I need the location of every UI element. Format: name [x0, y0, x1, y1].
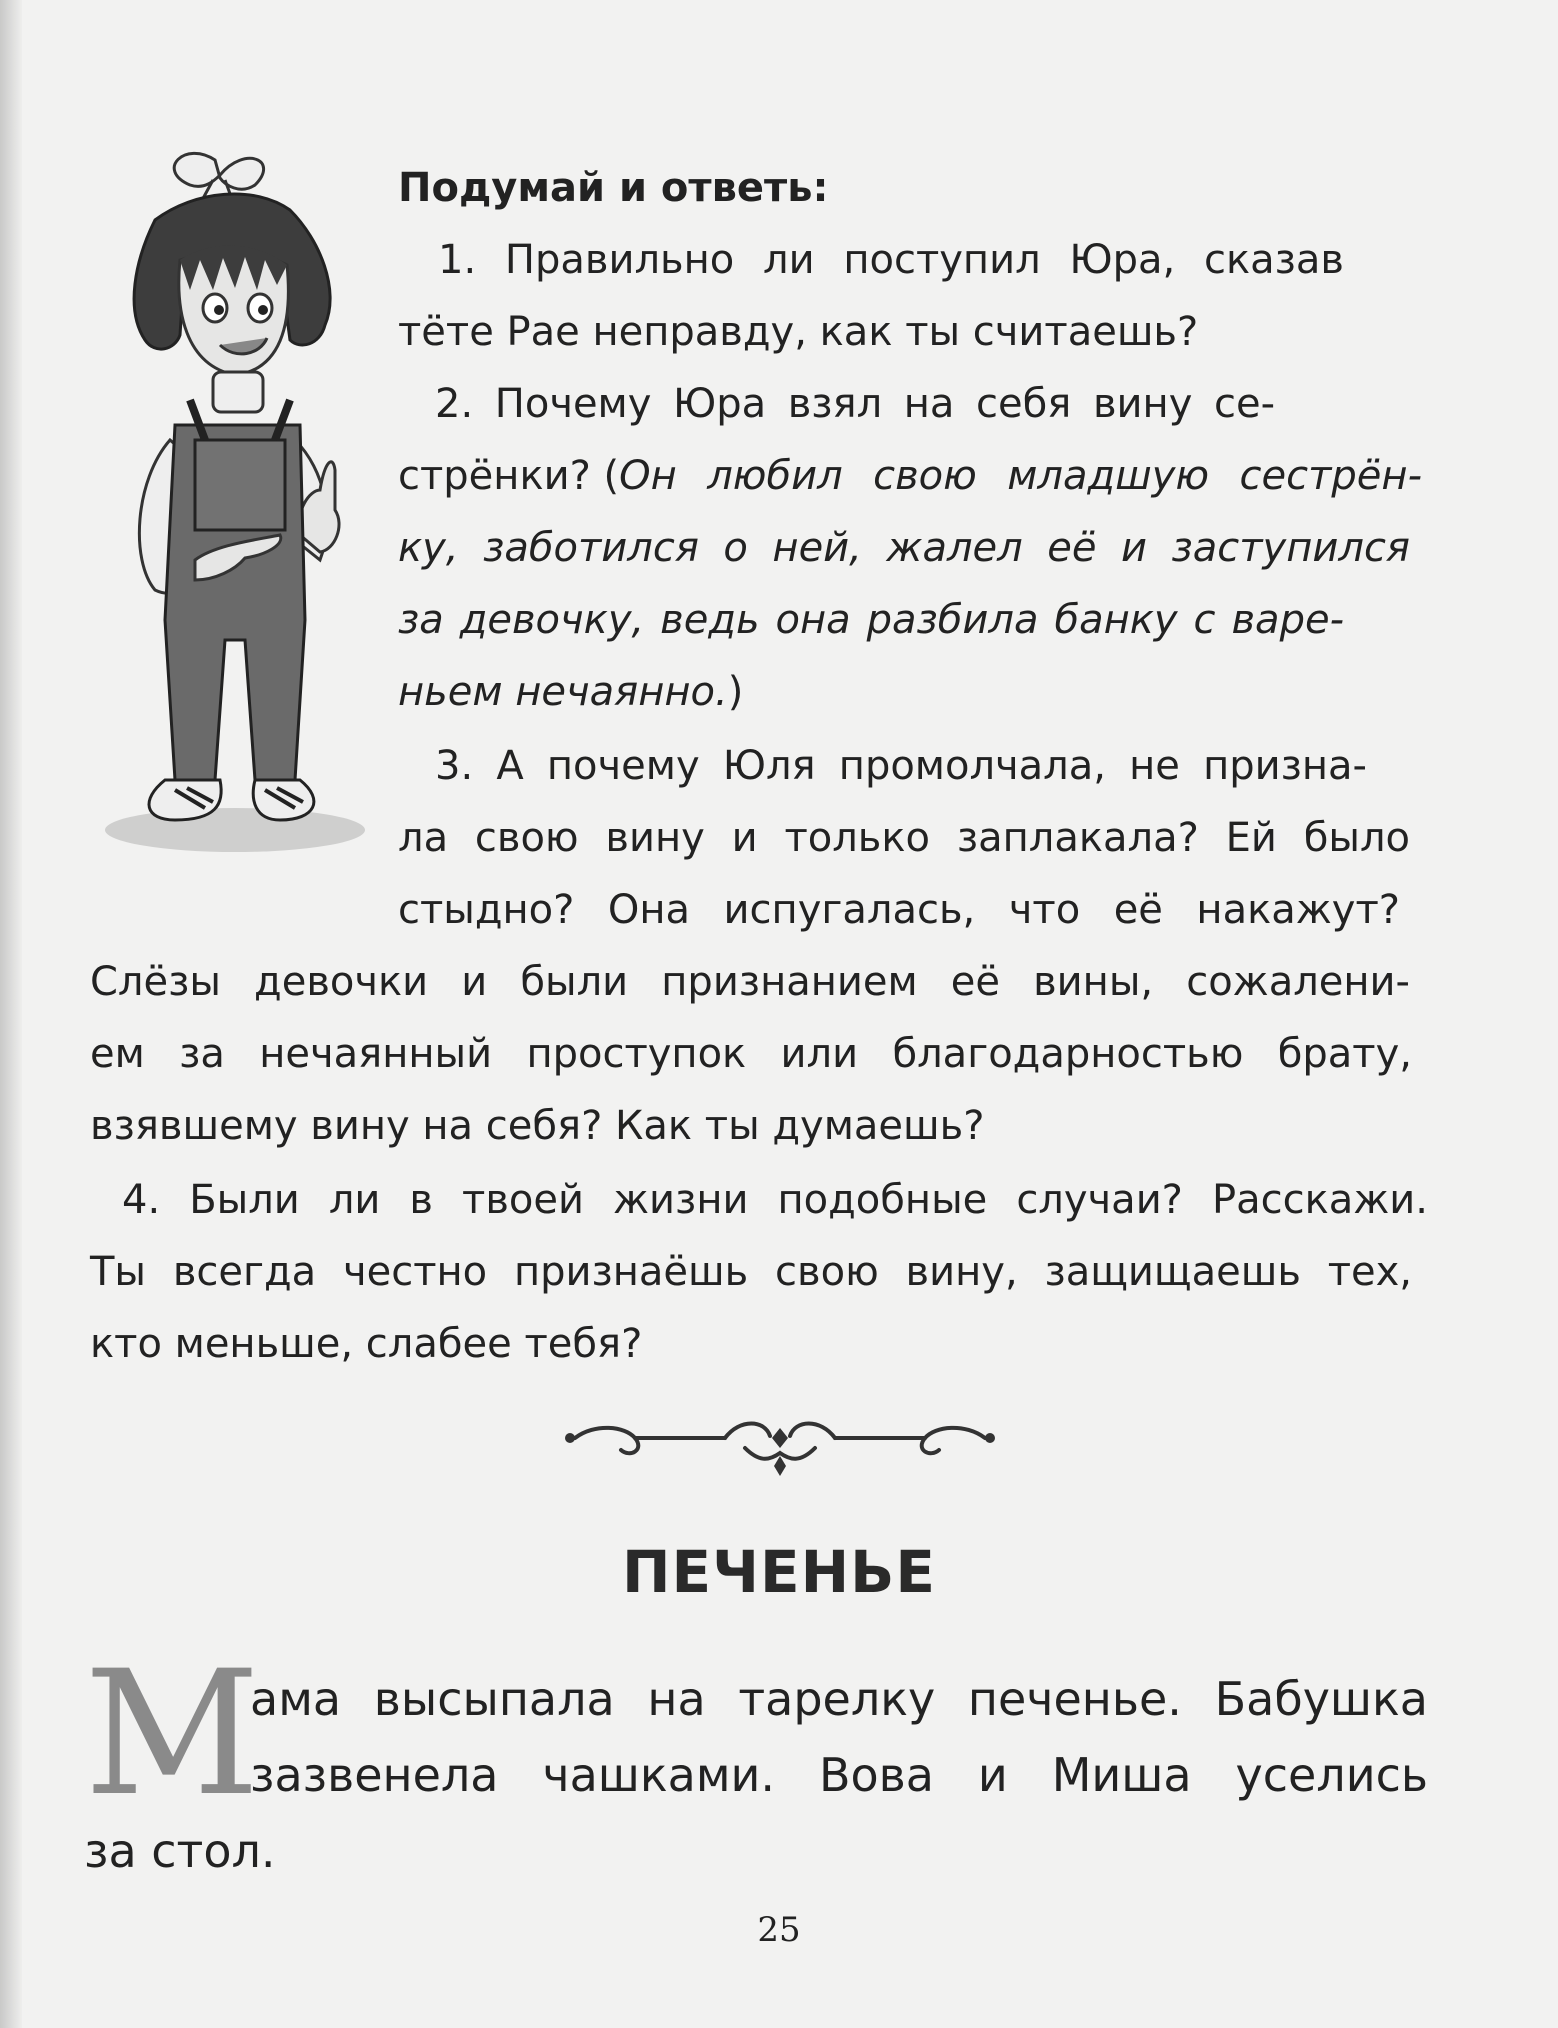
question-3-line-2: ла свою вину и только заплакала? Ей было: [398, 815, 1410, 861]
question-2-answer-line-4: [398, 669, 744, 715]
question-3-line-3: стыдно? Она испугалась, что её накажут?: [398, 887, 1400, 933]
questions-heading: Подумай и ответь:: [398, 165, 829, 211]
question-3-line-6: взявшему вину на себя? Как ты думаешь?: [90, 1103, 985, 1149]
question-3-line-1: 3. А почему Юля промолчала, не призна-: [435, 743, 1367, 789]
story-line-3: за стол.: [84, 1824, 276, 1878]
question-1-line-1: 1. Правильно ли поступил Юра, сказав: [438, 237, 1344, 283]
question-2-answer-part-1: Он любил свою младшую сестрён-: [619, 453, 1422, 499]
story-title: ПЕЧЕНЬЕ: [621, 1538, 937, 1606]
story-line-2: зазвенела чашками. Вова и Миша уселись: [250, 1748, 1428, 1802]
question-2-answer-part-2: ку, заботился о ней, жалел её и заступился: [398, 525, 1410, 571]
question-2-answer-part-4: ньем нечаянно.: [398, 669, 728, 715]
question-2-answer-line-3: [398, 597, 1344, 643]
question-1-line-2: тёте Рае неправду, как ты считаешь?: [398, 309, 1199, 355]
question-2-close-paren: ): [727, 669, 744, 715]
question-3-line-4: Слёзы девочки и были признанием её вины, сожалени-: [90, 959, 1410, 1005]
drop-cap-letter: М: [84, 1633, 261, 1834]
question-3-line-5: ем за нечаянный проступок или благодарностью брату,: [90, 1031, 1412, 1077]
question-2-text: стрёнки? (: [398, 453, 620, 499]
page-gutter-shadow: [0, 0, 22, 2028]
page-number: 25: [757, 1910, 801, 1950]
question-2-answer-part-3: за девочку, ведь она разбила банку с варе-: [398, 597, 1344, 643]
story-line-1: ама высыпала на тарелку печенье. Бабушка: [250, 1672, 1428, 1726]
question-4-line-3: кто меньше, слабее тебя?: [90, 1321, 643, 1367]
question-2-line-1: 2. Почему Юра взял на себя вину се-: [435, 381, 1275, 427]
question-4-line-2: Ты всегда честно признаёшь свою вину, защищаешь тех,: [90, 1249, 1412, 1295]
question-2-line-2: [398, 453, 1422, 499]
girl-illustration: [95, 140, 365, 870]
question-2-answer-line-2: [398, 525, 1410, 571]
ornament-divider: [555, 1408, 1005, 1483]
question-4-line-1: 4. Были ли в твоей жизни подобные случаи? Расскажи.: [122, 1177, 1428, 1223]
